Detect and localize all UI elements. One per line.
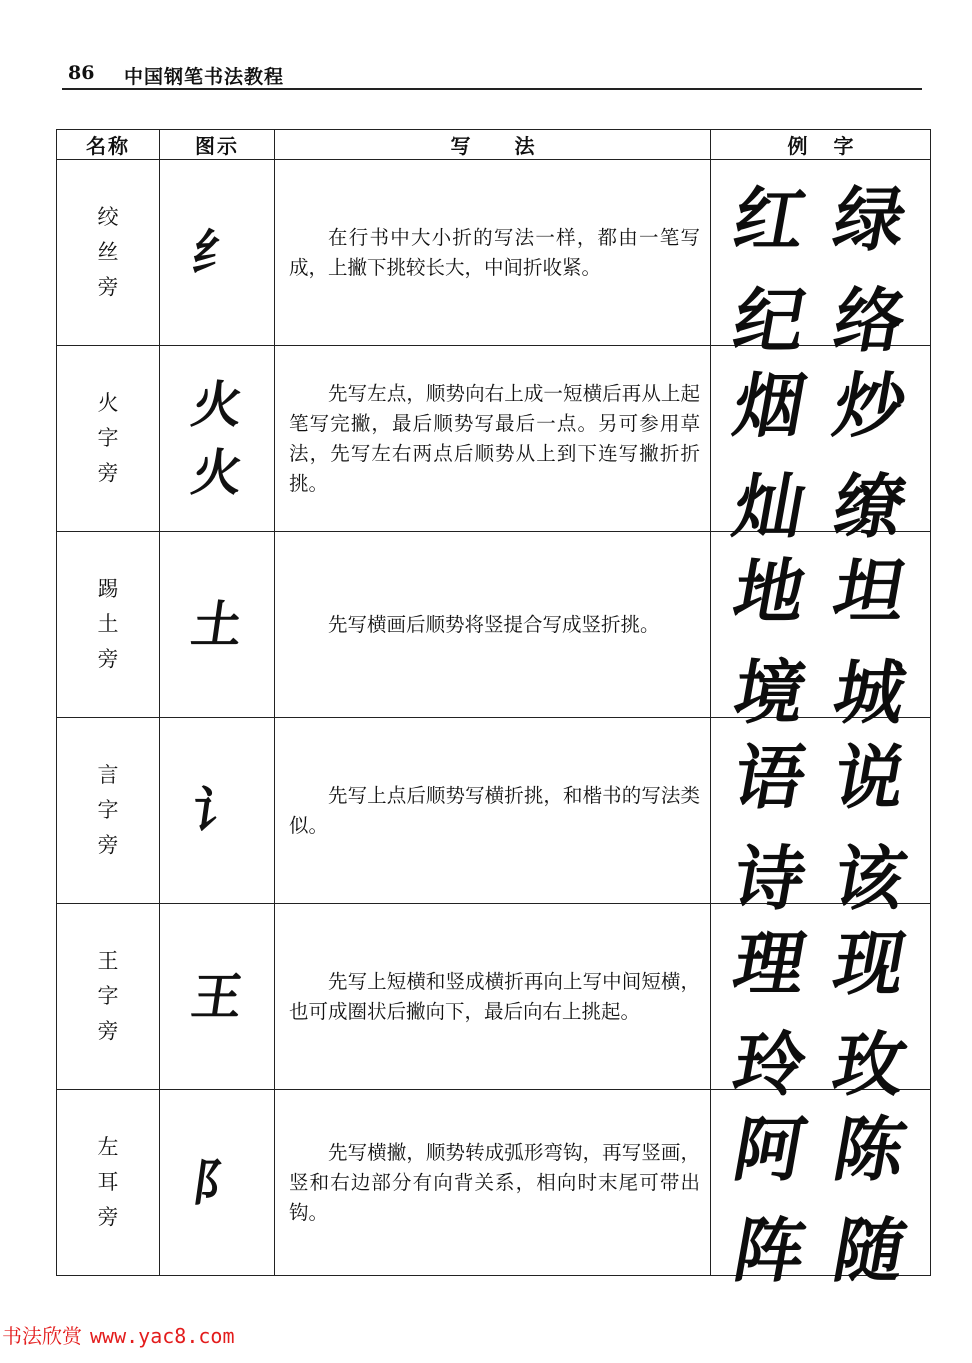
- example-character: 玲: [727, 1022, 813, 1106]
- example-character: 坦: [827, 549, 912, 633]
- writing-method-text: 先写左点，顺势向右上成一短横后再从上起笔写完撇，最后顺势写最后一点。另可参用草法，先写左右两点后顺势从上到下连写撇折折挑。: [289, 381, 700, 495]
- writing-method-text: 先写横撇，顺势转成弧形弯钩，再写竖画，竖和右边部分有向背关系，相向时末尾可带出钩。: [289, 1140, 700, 1224]
- example-character: 红: [727, 177, 813, 261]
- writing-method-cell: [275, 1090, 711, 1276]
- example-character: 境: [727, 650, 813, 734]
- example-grid: [711, 536, 930, 734]
- example-grid: [711, 1094, 930, 1292]
- radical-diagram-cell: [160, 346, 275, 532]
- radical-name-char: 踢: [97, 577, 119, 601]
- watermark-url: www.yac8.com: [90, 1324, 235, 1348]
- example-cell: [711, 1090, 931, 1292]
- radical-diagram-glyph: 纟: [187, 222, 247, 282]
- radical-name-char: 旁: [97, 1019, 119, 1043]
- example-grid: [711, 722, 930, 920]
- radical-diagram-cell: [160, 1090, 275, 1276]
- radical-name-char: 旁: [97, 1205, 119, 1229]
- radical-name-char: 言: [97, 763, 119, 787]
- page-header: [62, 58, 922, 90]
- radical-name-char: 旁: [97, 275, 119, 299]
- table-row: [57, 346, 931, 532]
- page-number: 86: [68, 62, 95, 84]
- radical-name-char: 字: [97, 798, 119, 822]
- table-row: [57, 718, 931, 904]
- radical-name-char: 王: [97, 949, 119, 973]
- radical-diagram-cell: [160, 532, 275, 718]
- example-character: 诗: [727, 836, 813, 920]
- table-row: [57, 532, 931, 718]
- writing-method-cell: [275, 904, 711, 1090]
- radical-diagram-glyph: 阝: [187, 1152, 247, 1212]
- example-character: 络: [827, 278, 912, 362]
- table-header-row: [57, 130, 931, 160]
- writing-method-cell: [275, 346, 711, 532]
- watermark: [2, 1320, 235, 1349]
- example-character: 烟: [727, 363, 813, 447]
- radical-name-char: 绞: [97, 205, 119, 229]
- radical-name-char: 左: [97, 1135, 119, 1159]
- radical-diagram-cell: [160, 904, 275, 1090]
- radical-diagram-glyph: 火: [187, 374, 247, 434]
- radical-name-char: 字: [97, 984, 119, 1008]
- radical-name-char: 字: [97, 426, 119, 450]
- table-row: [57, 1090, 931, 1276]
- example-character: 语: [727, 735, 813, 819]
- example-character: 阿: [727, 1107, 813, 1191]
- example-character: 缭: [827, 464, 912, 548]
- example-grid: [711, 908, 930, 1106]
- radical-diagram-cell: [160, 160, 275, 346]
- example-character: 理: [727, 921, 813, 1005]
- example-character: 阵: [727, 1208, 813, 1292]
- writing-method-text: 先写横画后顺势将竖提合写成竖折挑。: [328, 612, 660, 636]
- writing-method-text: 先写上短横和竖成横折再向上写中间短横，也可成圈状后撇向下，最后向右上挑起。: [289, 969, 700, 1023]
- radical-name-char: 旁: [97, 461, 119, 485]
- table-row: [57, 160, 931, 346]
- radical-name-char: 耳: [97, 1170, 119, 1194]
- column-header-example: 例字: [711, 130, 931, 160]
- radical-name-cell: [57, 532, 160, 718]
- column-header-name: 名称: [57, 130, 160, 160]
- example-cell: [711, 346, 931, 548]
- radical-name-char: 旁: [97, 833, 119, 857]
- example-character: 现: [827, 921, 912, 1005]
- radical-name-cell: [57, 346, 160, 532]
- example-character: 城: [827, 650, 912, 734]
- writing-method-cell: [275, 532, 711, 718]
- radical-name-char: 火: [97, 391, 119, 415]
- example-cell: [711, 718, 931, 920]
- example-character: 纪: [727, 278, 813, 362]
- example-cell: [711, 160, 931, 362]
- radical-diagram-glyph: 火: [187, 442, 247, 502]
- watermark-text: 书法欣赏: [2, 1324, 82, 1348]
- radical-name-char: 旁: [97, 647, 119, 671]
- radical-name-cell: [57, 160, 160, 346]
- radical-table: [56, 129, 931, 1292]
- table-row: [57, 904, 931, 1090]
- radical-diagram-glyph: 土: [187, 594, 247, 654]
- radical-diagram-cell: [160, 718, 275, 904]
- example-character: 地: [727, 549, 813, 633]
- writing-method-cell: [275, 160, 711, 346]
- book-title: 中国钢笔书法教程: [124, 66, 285, 88]
- example-character: 玫: [827, 1022, 912, 1106]
- example-character: 说: [827, 735, 912, 819]
- example-grid: [711, 164, 930, 362]
- radical-name-char: 丝: [97, 240, 119, 264]
- radical-diagram-glyph: 讠: [187, 780, 247, 840]
- radical-name-cell: [57, 718, 160, 904]
- column-header-method: 写法: [275, 130, 711, 160]
- example-cell: [711, 904, 931, 1106]
- radical-name-char: 土: [97, 612, 119, 636]
- example-character: 灿: [727, 464, 813, 548]
- example-character: 该: [827, 836, 912, 920]
- writing-method-text: 先写上点后顺势写横折挑，和楷书的写法类似。: [289, 783, 700, 837]
- radical-diagram-glyph: 王: [187, 966, 247, 1026]
- radical-name-cell: [57, 904, 160, 1090]
- example-character: 陈: [827, 1107, 912, 1191]
- radical-name-cell: [57, 1090, 160, 1276]
- example-character: 绿: [827, 177, 912, 261]
- example-character: 随: [827, 1208, 912, 1292]
- writing-method-text: 在行书中大小折的写法一样，都由一笔写成，上撇下挑较长大，中间折收紧。: [289, 225, 700, 279]
- writing-method-cell: [275, 718, 711, 904]
- column-header-diagram: 图示: [160, 130, 275, 160]
- example-grid: [711, 350, 930, 548]
- example-character: 炒: [827, 363, 912, 447]
- example-cell: [711, 532, 931, 734]
